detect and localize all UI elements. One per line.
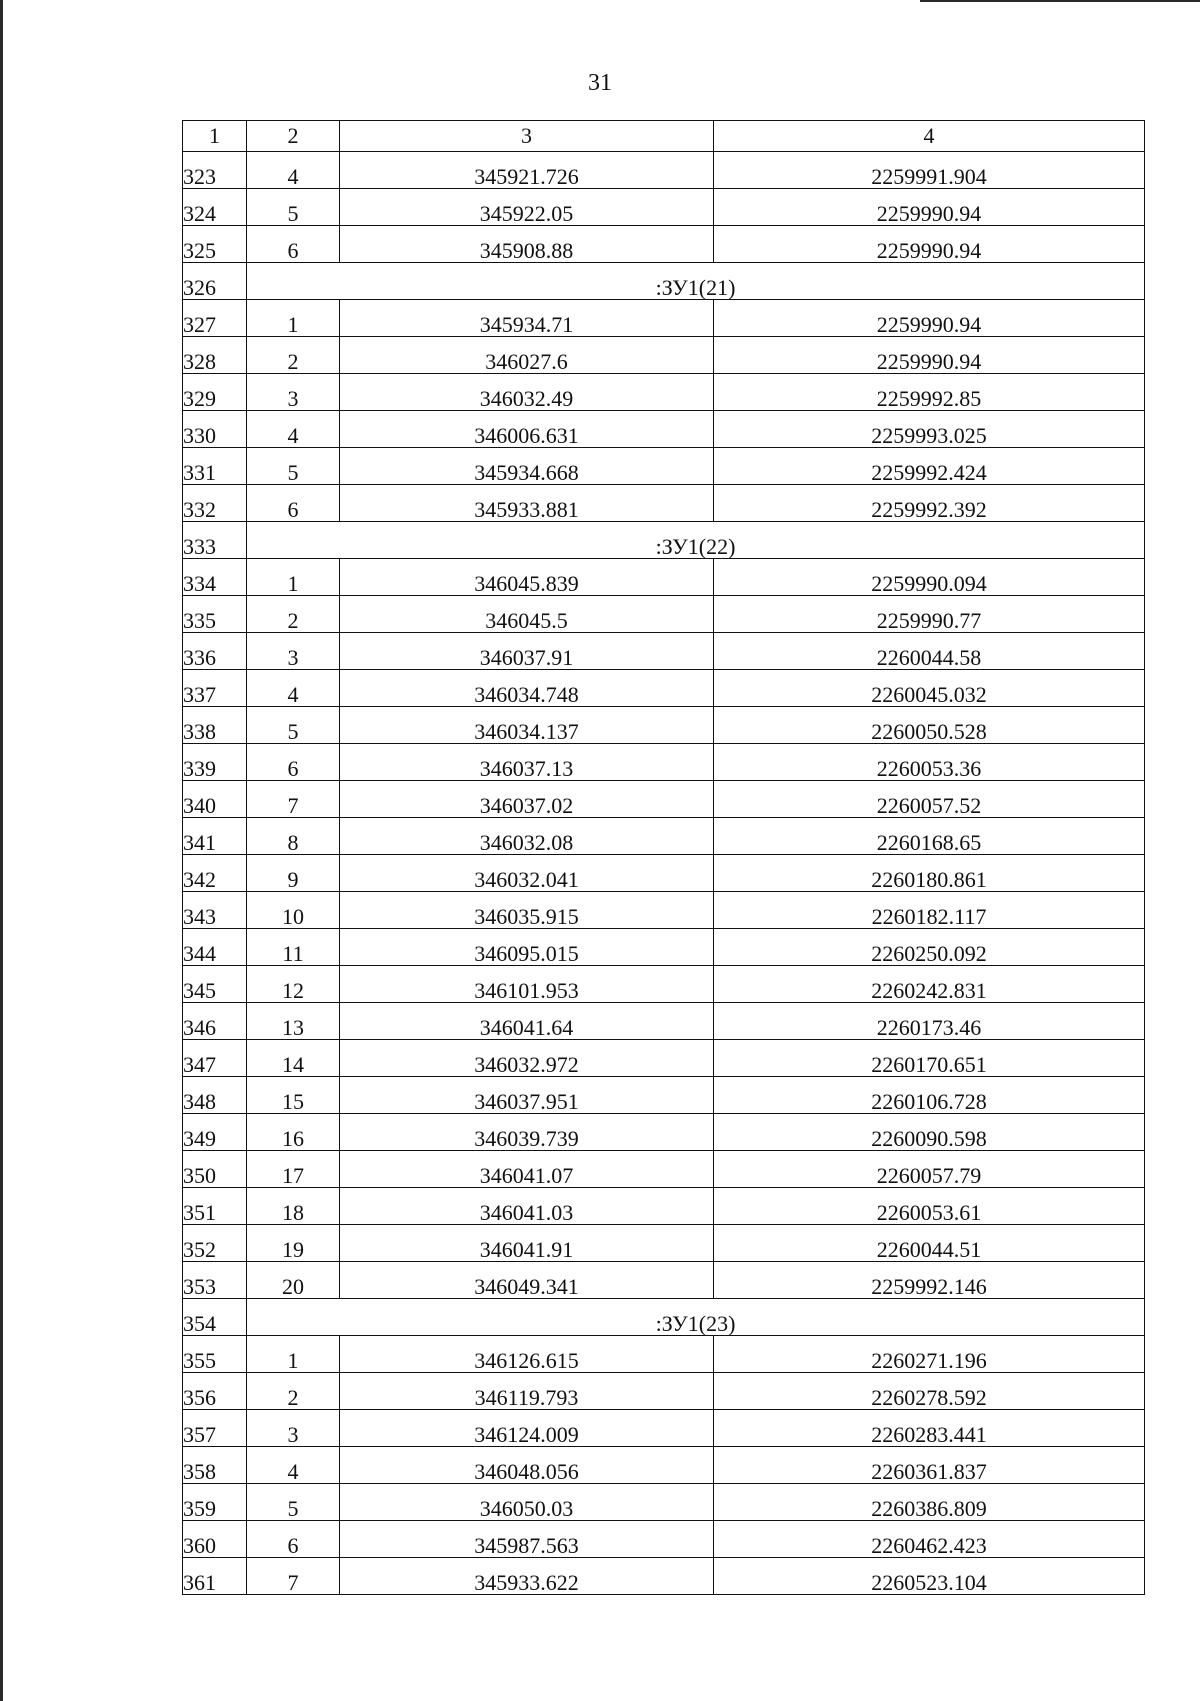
point-number: 2	[247, 337, 340, 374]
coord-x: 346050.03	[340, 1484, 714, 1521]
table-row	[183, 596, 1145, 633]
table-row	[183, 1484, 1145, 1521]
point-number: 20	[247, 1262, 340, 1299]
section-row	[183, 263, 1145, 300]
coord-y: 2260278.592	[714, 1373, 1145, 1410]
coord-x: 345934.668	[340, 448, 714, 485]
row-number: 351	[183, 1188, 247, 1225]
coord-y: 2260462.423	[714, 1521, 1145, 1558]
point-number: 5	[247, 1484, 340, 1521]
point-number: 14	[247, 1040, 340, 1077]
table-row	[183, 1558, 1145, 1595]
coord-y: 2260173.46	[714, 1003, 1145, 1040]
table-row	[183, 1225, 1145, 1262]
point-number: 4	[247, 1447, 340, 1484]
row-number: 361	[183, 1558, 247, 1595]
row-number: 352	[183, 1225, 247, 1262]
point-number: 2	[247, 596, 340, 633]
coord-x: 346041.91	[340, 1225, 714, 1262]
coord-y: 2260283.441	[714, 1410, 1145, 1447]
row-number: 347	[183, 1040, 247, 1077]
coord-x: 346034.137	[340, 707, 714, 744]
point-number: 7	[247, 1558, 340, 1595]
table-row	[183, 1003, 1145, 1040]
row-number: 358	[183, 1447, 247, 1484]
row-number: 345	[183, 966, 247, 1003]
coord-x: 345933.881	[340, 485, 714, 522]
header-cell-4: 4	[714, 121, 1145, 152]
point-number: 9	[247, 855, 340, 892]
point-number: 4	[247, 152, 340, 189]
table-row	[183, 929, 1145, 966]
table-header-row	[183, 121, 1145, 152]
row-number: 332	[183, 485, 247, 522]
point-number: 19	[247, 1225, 340, 1262]
coord-y: 2259990.94	[714, 226, 1145, 263]
row-number: 343	[183, 892, 247, 929]
coord-x: 346032.49	[340, 374, 714, 411]
table-row	[183, 707, 1145, 744]
coord-x: 346041.07	[340, 1151, 714, 1188]
row-number: 341	[183, 818, 247, 855]
coord-y: 2260271.196	[714, 1336, 1145, 1373]
coord-x: 346032.972	[340, 1040, 714, 1077]
coord-y: 2260361.837	[714, 1447, 1145, 1484]
coord-x: 346027.6	[340, 337, 714, 374]
coord-y: 2259990.094	[714, 559, 1145, 596]
coord-y: 2260050.528	[714, 707, 1145, 744]
coord-y: 2259990.94	[714, 337, 1145, 374]
table-row	[183, 1262, 1145, 1299]
coord-x: 346045.839	[340, 559, 714, 596]
coord-x: 346037.13	[340, 744, 714, 781]
row-number: 327	[183, 300, 247, 337]
row-number: 323	[183, 152, 247, 189]
row-number: 344	[183, 929, 247, 966]
coord-x: 346048.056	[340, 1447, 714, 1484]
row-number: 336	[183, 633, 247, 670]
row-number: 356	[183, 1373, 247, 1410]
coord-x: 346037.02	[340, 781, 714, 818]
row-number: 353	[183, 1262, 247, 1299]
coord-x: 346037.91	[340, 633, 714, 670]
coord-x: 346101.953	[340, 966, 714, 1003]
table-row	[183, 1373, 1145, 1410]
coord-x: 346041.64	[340, 1003, 714, 1040]
coord-x: 346034.748	[340, 670, 714, 707]
row-number: 348	[183, 1077, 247, 1114]
coord-y: 2260045.032	[714, 670, 1145, 707]
coord-y: 2259990.94	[714, 189, 1145, 226]
coord-y: 2260053.61	[714, 1188, 1145, 1225]
row-number: 326	[183, 263, 247, 300]
point-number: 1	[247, 300, 340, 337]
row-number: 346	[183, 1003, 247, 1040]
coord-y: 2259990.77	[714, 596, 1145, 633]
table-row	[183, 1447, 1145, 1484]
section-label: :ЗУ1(21)	[247, 263, 1145, 300]
point-number: 6	[247, 485, 340, 522]
coord-y: 2259993.025	[714, 411, 1145, 448]
point-number: 12	[247, 966, 340, 1003]
row-number: 342	[183, 855, 247, 892]
header-cell-1: 1	[183, 121, 247, 152]
coord-y: 2259992.146	[714, 1262, 1145, 1299]
point-number: 7	[247, 781, 340, 818]
point-number: 1	[247, 1336, 340, 1373]
coord-y: 2260057.52	[714, 781, 1145, 818]
coord-y: 2259991.904	[714, 152, 1145, 189]
coord-y: 2260170.651	[714, 1040, 1145, 1077]
coordinates-table	[182, 120, 1145, 1595]
table-row	[183, 1040, 1145, 1077]
point-number: 1	[247, 559, 340, 596]
coord-y: 2259992.392	[714, 485, 1145, 522]
coord-y: 2260180.861	[714, 855, 1145, 892]
coord-y: 2259992.85	[714, 374, 1145, 411]
row-number: 357	[183, 1410, 247, 1447]
coord-x: 346119.793	[340, 1373, 714, 1410]
table-row	[183, 633, 1145, 670]
row-number: 360	[183, 1521, 247, 1558]
row-number: 329	[183, 374, 247, 411]
coord-x: 345987.563	[340, 1521, 714, 1558]
coord-y: 2260090.598	[714, 1114, 1145, 1151]
table-row	[183, 337, 1145, 374]
coord-x: 345921.726	[340, 152, 714, 189]
row-number: 349	[183, 1114, 247, 1151]
point-number: 3	[247, 633, 340, 670]
coord-x: 346095.015	[340, 929, 714, 966]
coord-y: 2260044.51	[714, 1225, 1145, 1262]
section-row	[183, 1299, 1145, 1336]
coord-y: 2260044.58	[714, 633, 1145, 670]
coord-x: 346037.951	[340, 1077, 714, 1114]
coord-x: 346126.615	[340, 1336, 714, 1373]
point-number: 13	[247, 1003, 340, 1040]
row-number: 338	[183, 707, 247, 744]
point-number: 2	[247, 1373, 340, 1410]
table-row	[183, 1114, 1145, 1151]
point-number: 5	[247, 707, 340, 744]
point-number: 6	[247, 1521, 340, 1558]
table-row	[183, 744, 1145, 781]
row-number: 355	[183, 1336, 247, 1373]
row-number: 334	[183, 559, 247, 596]
table-row	[183, 966, 1145, 1003]
table-row	[183, 1410, 1145, 1447]
table-row	[183, 855, 1145, 892]
point-number: 4	[247, 411, 340, 448]
row-number: 330	[183, 411, 247, 448]
coord-x: 346032.041	[340, 855, 714, 892]
table-row	[183, 781, 1145, 818]
table-row	[183, 226, 1145, 263]
table-row	[183, 448, 1145, 485]
point-number: 18	[247, 1188, 340, 1225]
coord-y: 2260106.728	[714, 1077, 1145, 1114]
coord-x: 346049.341	[340, 1262, 714, 1299]
point-number: 3	[247, 374, 340, 411]
row-number: 325	[183, 226, 247, 263]
point-number: 8	[247, 818, 340, 855]
coord-x: 346035.915	[340, 892, 714, 929]
coord-y: 2260523.104	[714, 1558, 1145, 1595]
table-row	[183, 670, 1145, 707]
row-number: 354	[183, 1299, 247, 1336]
coord-x: 345922.05	[340, 189, 714, 226]
point-number: 3	[247, 1410, 340, 1447]
point-number: 6	[247, 744, 340, 781]
point-number: 5	[247, 448, 340, 485]
table-row	[183, 152, 1145, 189]
table-row	[183, 1521, 1145, 1558]
row-number: 350	[183, 1151, 247, 1188]
row-number: 337	[183, 670, 247, 707]
table-row	[183, 485, 1145, 522]
coord-y: 2260182.117	[714, 892, 1145, 929]
point-number: 11	[247, 929, 340, 966]
point-number: 15	[247, 1077, 340, 1114]
row-number: 331	[183, 448, 247, 485]
coord-y: 2259990.94	[714, 300, 1145, 337]
coord-y: 2260053.36	[714, 744, 1145, 781]
coord-y: 2260386.809	[714, 1484, 1145, 1521]
table-row	[183, 1077, 1145, 1114]
coord-x: 346045.5	[340, 596, 714, 633]
coord-y: 2259992.424	[714, 448, 1145, 485]
table-row	[183, 411, 1145, 448]
table-row	[183, 374, 1145, 411]
point-number: 6	[247, 226, 340, 263]
table-row	[183, 1336, 1145, 1373]
coord-x: 345934.71	[340, 300, 714, 337]
section-row	[183, 522, 1145, 559]
coord-y: 2260168.65	[714, 818, 1145, 855]
page-number: 31	[588, 70, 612, 96]
scan-left-edge	[0, 0, 3, 1701]
table-row	[183, 559, 1145, 596]
table-row	[183, 1151, 1145, 1188]
table-row	[183, 892, 1145, 929]
table-row	[183, 189, 1145, 226]
coord-x: 346124.009	[340, 1410, 714, 1447]
coord-y: 2260250.092	[714, 929, 1145, 966]
point-number: 4	[247, 670, 340, 707]
row-number: 333	[183, 522, 247, 559]
coord-x: 346039.739	[340, 1114, 714, 1151]
section-label: :ЗУ1(23)	[247, 1299, 1145, 1336]
point-number: 16	[247, 1114, 340, 1151]
point-number: 10	[247, 892, 340, 929]
coord-x: 346032.08	[340, 818, 714, 855]
row-number: 328	[183, 337, 247, 374]
row-number: 339	[183, 744, 247, 781]
table-row	[183, 818, 1145, 855]
coord-x: 345908.88	[340, 226, 714, 263]
coord-x: 345933.622	[340, 1558, 714, 1595]
table-row	[183, 300, 1145, 337]
table-row	[183, 1188, 1145, 1225]
coord-y: 2260242.831	[714, 966, 1145, 1003]
header-cell-3: 3	[340, 121, 714, 152]
row-number: 359	[183, 1484, 247, 1521]
coord-x: 346006.631	[340, 411, 714, 448]
point-number: 5	[247, 189, 340, 226]
header-cell-2: 2	[247, 121, 340, 152]
coord-y: 2260057.79	[714, 1151, 1145, 1188]
row-number: 324	[183, 189, 247, 226]
row-number: 340	[183, 781, 247, 818]
coord-x: 346041.03	[340, 1188, 714, 1225]
section-label: :ЗУ1(22)	[247, 522, 1145, 559]
row-number: 335	[183, 596, 247, 633]
scan-top-edge	[920, 0, 1200, 2]
point-number: 17	[247, 1151, 340, 1188]
